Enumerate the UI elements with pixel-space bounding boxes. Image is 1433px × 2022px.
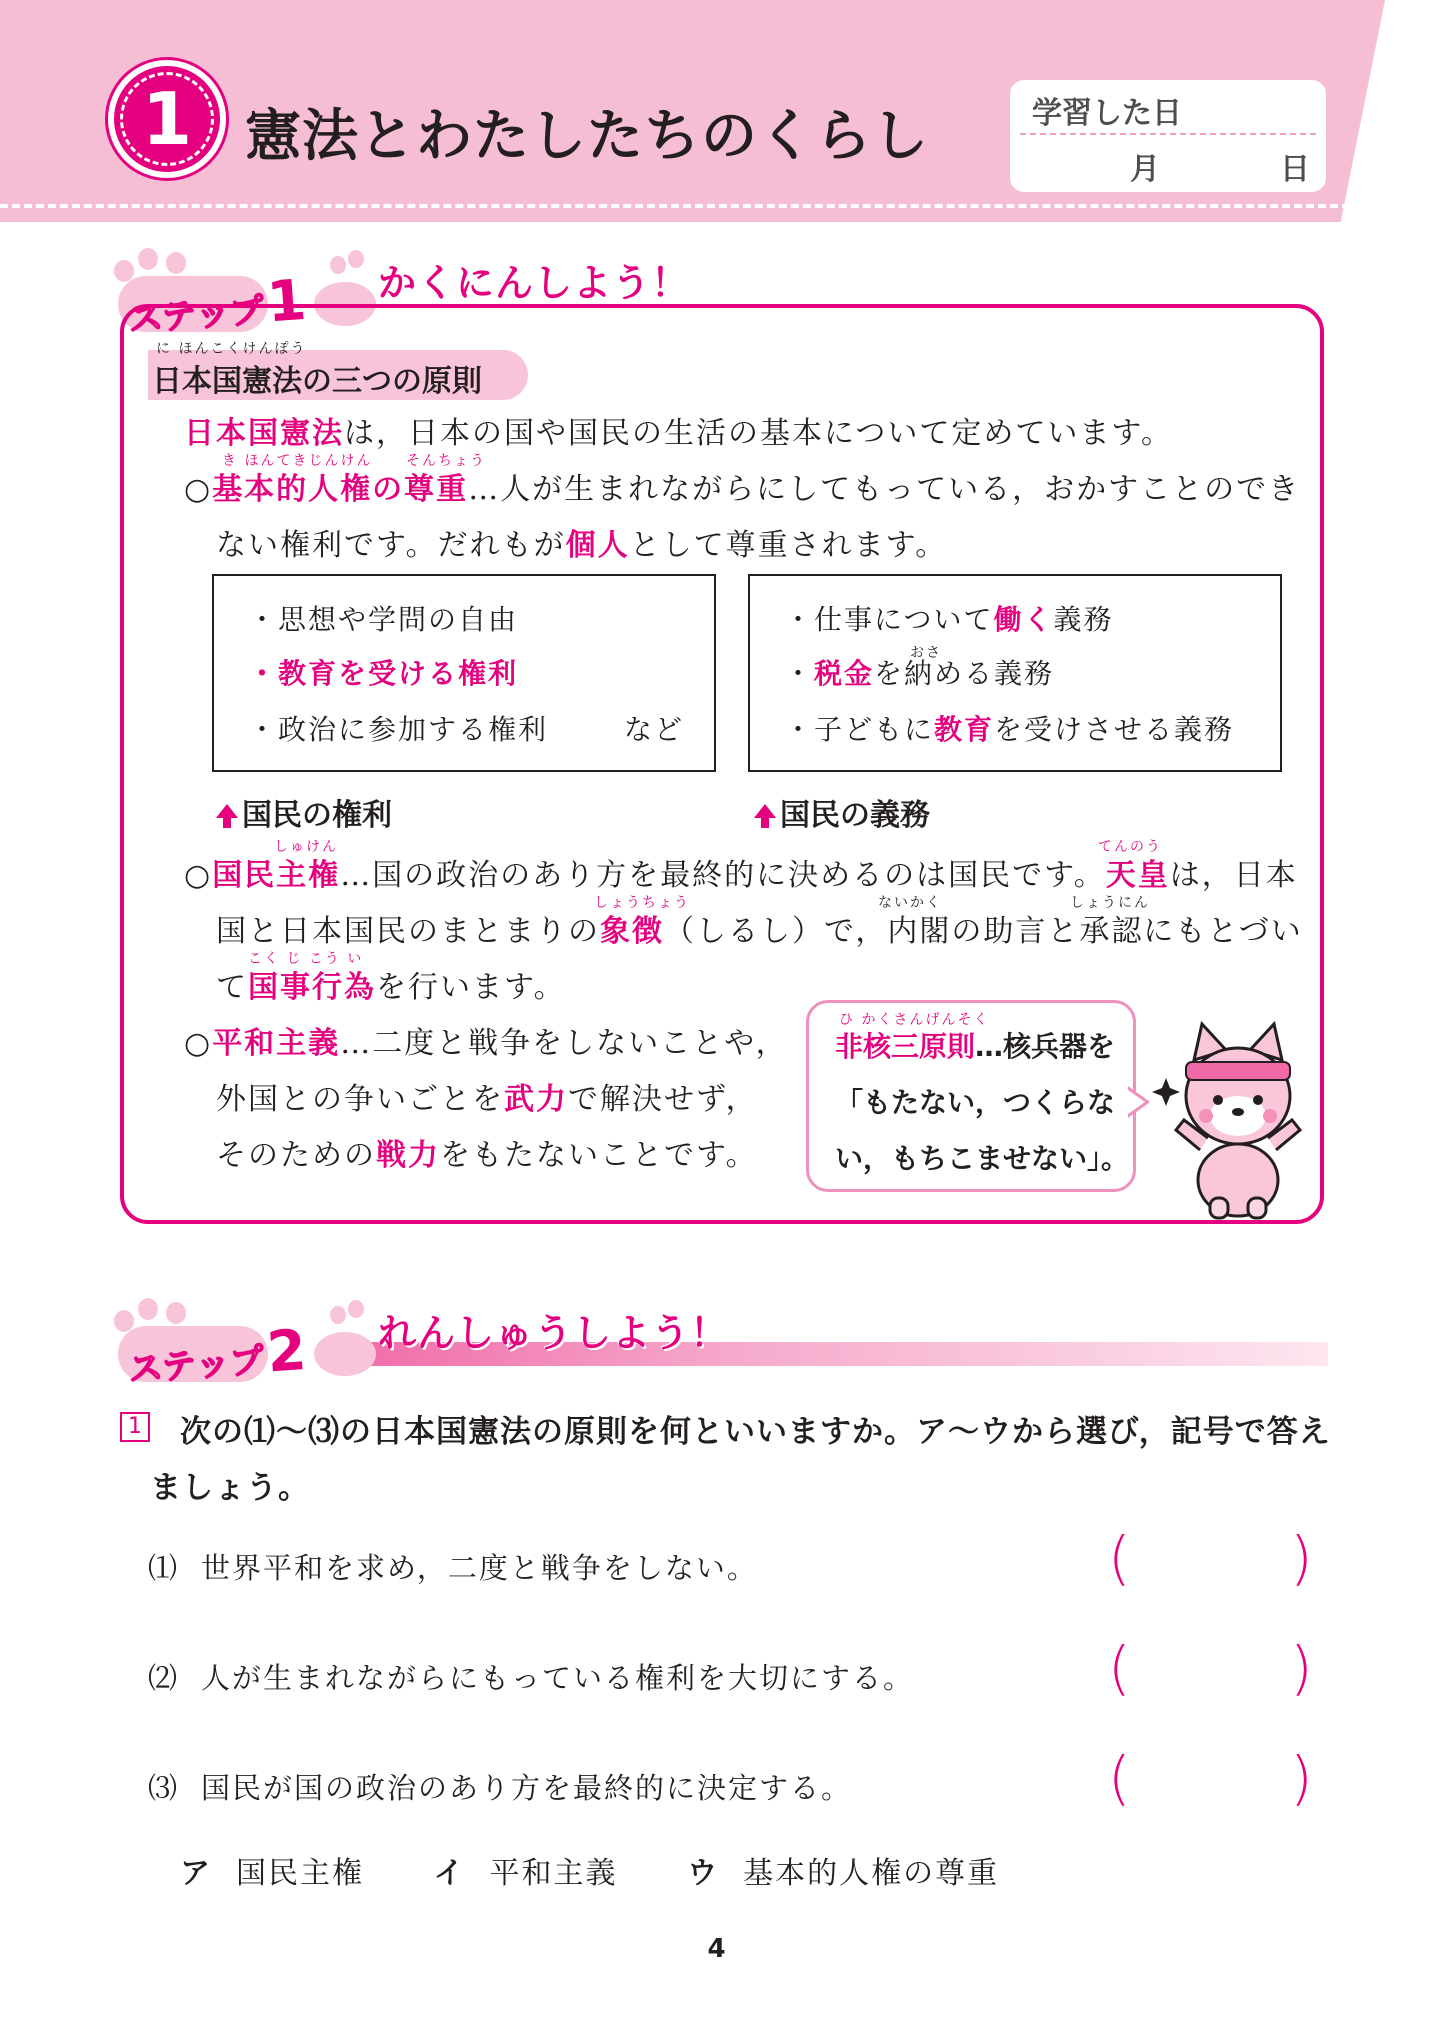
- step1-number: 1: [264, 267, 309, 336]
- pacifism-text3b: をもたないことです。: [440, 1138, 758, 1173]
- state-acts-key: 国事行為: [248, 970, 376, 1005]
- paw-icon: [138, 1298, 158, 1320]
- bullet-circle: ○: [184, 858, 213, 893]
- choice-b-key: イ: [433, 1856, 466, 1891]
- sub-question-2: [148, 1656, 914, 1697]
- three-principles-ruby: ひ かくさんげんそく: [839, 1012, 990, 1028]
- study-month-field[interactable]: 月: [1130, 152, 1160, 187]
- question-number: 1: [120, 1412, 150, 1442]
- individual-key: 個人: [565, 528, 630, 563]
- choice-a-key: ア: [180, 1856, 212, 1891]
- answer-paren-close: ): [1290, 1524, 1313, 1592]
- duties-box: [748, 574, 1282, 772]
- sovereignty-line2: [216, 906, 1303, 950]
- sparkle-icon: [1152, 1078, 1180, 1106]
- rights-caption-text: 国民の権利: [242, 798, 392, 833]
- paw-icon: [114, 1310, 134, 1332]
- approval-ruby: しょうにん: [1070, 895, 1150, 911]
- sovereignty-ruby: しゅけん: [274, 839, 338, 855]
- paw-icon: [330, 1306, 346, 1324]
- step2-number: 2: [264, 1317, 309, 1386]
- intro-text: は，日本の国や国民の生活の基本について定めています。: [344, 416, 1173, 451]
- step1-subtitle: かくにんしよう！: [378, 261, 691, 305]
- arrow-up-icon: [754, 804, 776, 818]
- sovereignty-text2b: （しるし）で，内閣の助言と承認にもとづい: [664, 914, 1303, 949]
- bullet-circle: ○: [184, 472, 213, 507]
- paw-icon: [114, 260, 134, 282]
- war-potential-key: 戦力: [376, 1138, 440, 1173]
- duties-item-2-b: を納める義務: [874, 657, 1055, 690]
- duties-item-3: [784, 708, 1234, 748]
- paw-icon: [348, 250, 364, 268]
- study-date-box: [1010, 80, 1326, 192]
- rights-item-3: ・政治に参加する権利: [248, 713, 549, 746]
- pacifism-line3: [216, 1130, 758, 1174]
- sovereignty-key: 国民主権: [212, 858, 341, 893]
- human-rights-ruby: き ほんてきじんけん: [222, 453, 373, 469]
- duties-item-1-b: 義務: [1053, 603, 1114, 636]
- question-line1: 次の⑴～⑶の日本国憲法の原則を何といいますか。ア～ウから選び，記号で答え: [180, 1414, 1331, 1450]
- sub-question-3: [148, 1766, 852, 1807]
- human-rights-key: 基本的人権の尊重: [212, 472, 469, 507]
- bubble-tail-inner: [1128, 1090, 1145, 1114]
- rights-item-1: ・思想や学問の自由: [248, 603, 519, 636]
- state-acts-ruby: こく じ こう い: [248, 951, 364, 967]
- topic-ruby: に ほんこくけんぽう: [156, 341, 307, 357]
- rights-caption: [216, 790, 392, 834]
- bubble-line2: 「もたない，つくらな: [835, 1086, 1116, 1119]
- duties-item-1: [784, 598, 1113, 638]
- study-day-field[interactable]: 日: [1280, 152, 1310, 187]
- human-rights-line2: [216, 520, 947, 564]
- pacifism-text1: …二度と戦争をしないことや，: [340, 1026, 788, 1061]
- duties-item-1-a: ・仕事について: [784, 603, 994, 636]
- sub-question-2-text: 人が生まれながらにもっている権利を大切にする。: [201, 1661, 915, 1695]
- duties-item-2: [784, 652, 1054, 692]
- step2-header: [108, 1296, 1338, 1391]
- symbol-key: 象徴: [600, 914, 664, 949]
- lesson-number: 1: [141, 77, 193, 161]
- paw-icon: [348, 1300, 364, 1318]
- sub-question-1-num: ⑴: [148, 1551, 180, 1585]
- answer-paren-close: ): [1290, 1634, 1313, 1702]
- sub-question-3-text: 国民が国の政治のあり方を最終的に決定する。: [201, 1771, 853, 1805]
- sovereignty-line3: [216, 962, 566, 1006]
- rights-item-2: ・教育を受ける権利: [248, 657, 519, 690]
- bubble-line3: い，もちこませない」。: [835, 1142, 1130, 1175]
- sub-question-3-num: ⑶: [148, 1771, 180, 1805]
- question-line2: ましょう。: [150, 1470, 310, 1506]
- arrow-up-icon: [216, 804, 238, 818]
- sovereignty-text3b: を行います。: [376, 970, 566, 1005]
- choice-b-label: 平和主義: [489, 1856, 618, 1891]
- step1-badge-text: ステップ: [127, 290, 266, 341]
- sovereignty-text3a: て: [216, 970, 248, 1005]
- armed-force-key: 武力: [504, 1082, 568, 1117]
- rights-box: [212, 574, 716, 772]
- duties-item-3-a: ・子どもに: [784, 713, 935, 746]
- study-date-label: 学習した日: [1032, 96, 1182, 131]
- step2-badge-text: ステップ: [127, 1340, 266, 1391]
- page-title: 憲法とわたしたちのくらし: [245, 104, 929, 169]
- paw-icon: [166, 1302, 186, 1324]
- pacifism-line2: [216, 1074, 758, 1118]
- bullet-circle: ○: [184, 1026, 213, 1061]
- pacifism-text2b: で解決せず，: [568, 1082, 758, 1117]
- answer-paren-open[interactable]: (: [1108, 1744, 1131, 1812]
- pacifism-text2a: 外国との争いごとを: [216, 1082, 504, 1117]
- pacifism-key: 平和主義: [212, 1026, 341, 1061]
- education-key: 教育: [934, 713, 995, 746]
- sub-question-1-text: 世界平和を求め，二度と戦争をしない。: [201, 1551, 758, 1585]
- duties-caption-text: 国民の義務: [780, 798, 930, 833]
- sub-question-1: [148, 1546, 758, 1587]
- intro-key: 日本国憲法: [184, 416, 344, 451]
- choice-c-label: 基本的人権の尊重: [743, 1856, 1000, 1891]
- step2-badge: [126, 1318, 308, 1395]
- choice-c-key: ウ: [687, 1856, 720, 1891]
- pacifism-line1: [184, 1018, 788, 1062]
- duties-item-2-bullet: ・: [784, 657, 815, 690]
- symbol-ruby: しょうちょう: [594, 895, 690, 911]
- sovereignty-text1: …国の政治のあり方を最終的に決めるのは国民です。: [340, 858, 1106, 893]
- human-rights-line1: [184, 464, 1300, 508]
- sovereignty-text2a: 国と日本国民のまとまりの: [216, 914, 600, 949]
- tax-key: 税金: [814, 657, 875, 690]
- human-rights-text2a: ない権利です。だれもが: [216, 528, 566, 563]
- sub-question-2-num: ⑵: [148, 1661, 180, 1695]
- paw-icon: [314, 1332, 376, 1376]
- duties-item-3-b: を受けさせる義務: [994, 713, 1235, 746]
- answer-paren-open[interactable]: (: [1108, 1524, 1131, 1592]
- respect-ruby: そんちょう: [406, 453, 486, 469]
- answer-paren-open[interactable]: (: [1108, 1634, 1131, 1702]
- page-number: 4: [707, 1934, 726, 1964]
- paw-icon: [166, 252, 186, 274]
- pacifism-text3a: そのための: [216, 1138, 376, 1173]
- cabinet-ruby: ないかく: [878, 895, 942, 911]
- lesson-number-badge: [108, 60, 226, 178]
- sovereignty-line1: [184, 850, 1298, 894]
- choice-a-label: 国民主権: [236, 1856, 364, 1891]
- paw-icon: [138, 248, 158, 270]
- paw-icon: [330, 256, 346, 274]
- bubble-line1: [835, 1025, 1115, 1065]
- emperor-ruby: てんのう: [1098, 839, 1162, 855]
- intro-line: [184, 408, 1173, 452]
- duties-caption: [754, 790, 930, 834]
- topic-heading: 日本国憲法の三つの原則: [152, 364, 482, 399]
- answer-paren-close: ): [1290, 1744, 1313, 1812]
- speech-bubble: [806, 1000, 1136, 1192]
- pay-ruby: おさ: [910, 645, 942, 661]
- sovereignty-text1b: は，日本: [1169, 858, 1298, 893]
- step2-subtitle: れんしゅうしよう！: [378, 1311, 730, 1355]
- study-date-divider: [1020, 133, 1316, 135]
- rights-item-3-suffix: など: [624, 713, 685, 746]
- human-rights-text1: …人が生まれながらにしてもっている，おかすことのでき: [468, 472, 1301, 507]
- human-rights-text2b: として尊重されます。: [629, 528, 948, 563]
- answer-choices: [180, 1848, 999, 1892]
- non-nuclear-key: 非核三原則: [835, 1030, 976, 1063]
- emperor-key: 天皇: [1105, 858, 1170, 893]
- work-key: 働く: [993, 603, 1054, 636]
- mascot-dog-icon: [1150, 1020, 1320, 1220]
- bubble-text1: …核兵器を: [975, 1030, 1116, 1063]
